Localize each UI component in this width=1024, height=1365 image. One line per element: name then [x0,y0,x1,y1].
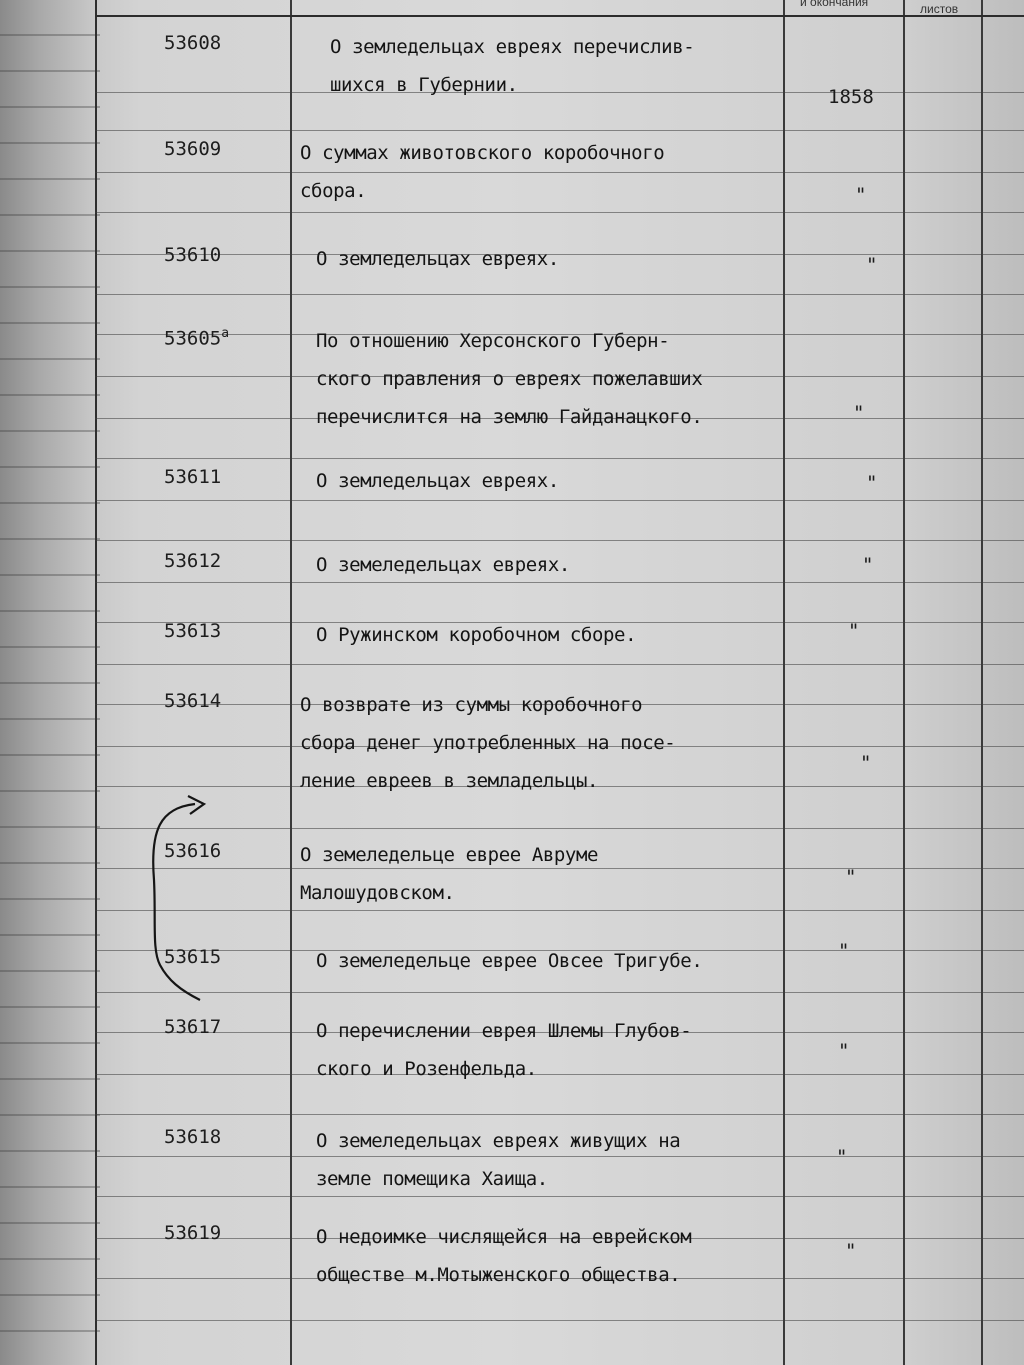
entry-date: " [838,1040,850,1062]
header-end-label: и окончания [800,0,869,9]
entry-number [164,326,229,349]
entry-date: " [866,472,878,494]
row-rule [95,992,1024,993]
swap-arrow-icon [140,790,230,1010]
entry-date: 1858 [828,86,874,108]
underlying-page-margin [0,0,100,1365]
entry-number: 53618 [164,1126,222,1148]
entry-date: " [866,254,878,276]
entry-number-main: 53605 [164,327,222,350]
entry-title: О недоимке числящейся на еврейском обществе м.Мотыженского общества. [316,1226,692,1286]
entry-number: 53619 [164,1222,222,1244]
entry-title: О земеледельце еврее Овсее Тригубе. [316,950,703,972]
entry-date: " [853,402,865,424]
row-rule [95,500,1024,501]
entry-date: " [860,752,872,774]
entry-title: О земеледельце еврее Авруме Малошудовском. [300,844,599,904]
entry-number: 53612 [164,550,222,572]
row-rule [95,1320,1024,1321]
entry-title: О суммах животовского коробочного сбора. [300,142,665,202]
row-rule [95,130,1024,131]
entry-title: О перечислении еврея Шлемы Глубов- ского и Розенфельда. [316,1020,692,1080]
column-divider-notes [981,0,983,1365]
entry-date: " [855,184,867,206]
entry-title: О земледельцах евреях. [316,248,559,270]
entry-number: 53611 [164,466,222,488]
entry-title: О земеледельцах евреях живущих на земле помещика Хаища. [316,1130,681,1190]
entry-date: " [862,554,874,576]
entry-title: О земеледельцах евреях. [316,554,570,576]
entry-date: " [838,940,850,962]
row-rule [95,1114,1024,1115]
row-rule [95,664,1024,665]
entry-number: 53609 [164,138,222,160]
entry-title: О земледельцах евреях. [316,470,559,492]
entry-number-suffix: а [221,326,230,341]
row-rule [95,540,1024,541]
entry-number: 53616 [164,840,222,862]
entry-title: О возврате из суммы коробочного сбора денег употребленных на посе- ление евреев в земладельцы. [300,694,676,792]
entry-title: По отношению Херсонского Губерн- ского правления о евреях пожелавших перечислится на землю Гайданацкого. [316,330,703,428]
entry-number: 53608 [164,32,222,54]
header-rule [95,15,1024,17]
page-edge-line [95,0,97,1365]
entry-number: 53613 [164,620,222,642]
entry-date: " [836,1146,848,1168]
entry-number: 53614 [164,690,222,712]
entry-date: " [848,620,860,642]
row-rule [95,828,1024,829]
entry-date: " [845,866,857,888]
entry-number: 53615 [164,946,222,968]
entry-title: О земледельцах евреях перечислив- шихся в Губернии. [330,36,695,96]
column-divider-sheets [903,0,905,1365]
row-rule [95,458,1024,459]
column-divider-title [290,0,292,1365]
row-rule [95,212,1024,213]
row-rule [95,294,1024,295]
header-sheets-label: листов [920,2,959,16]
entry-number: 53617 [164,1016,222,1038]
entry-number: 53610 [164,244,222,266]
entry-date: " [845,1240,857,1262]
entry-title: О Ружинском коробочном сборе. [316,624,637,646]
